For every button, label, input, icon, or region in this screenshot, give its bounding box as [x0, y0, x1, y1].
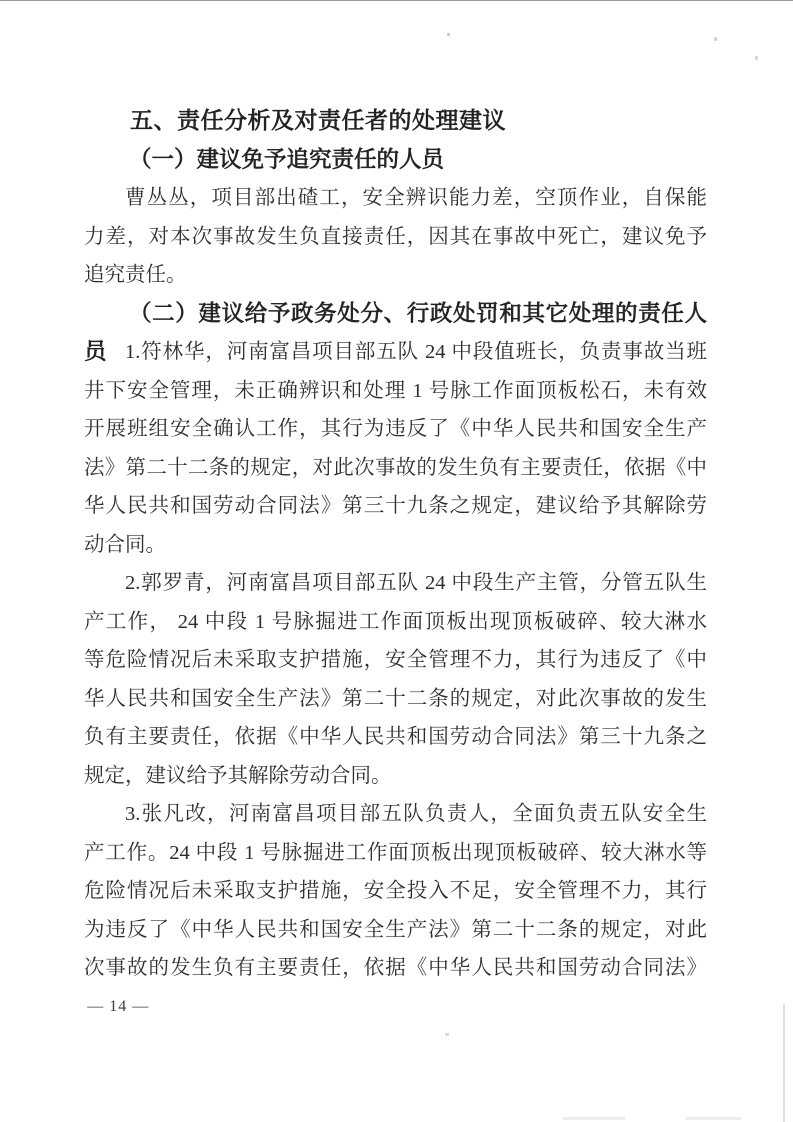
paragraph-4-line-3: 危险情况后未采取支护措施，安全投入不足，安全管理不力，其行 — [84, 880, 707, 902]
paragraph-4-line-2: 产工作。24 中段 1 号脉掘进工作面顶板出现顶板破碎、较大淋水等 — [84, 841, 707, 864]
paragraph-2-line-5: 华人民共和国劳动合同法》第三十九条之规定，建议给予其解除劳 — [84, 495, 707, 517]
paragraph-3-line-6: 规定，建议给予其解除劳动合同。 — [84, 764, 392, 787]
document-body — [84, 102, 707, 1026]
scan-speck-artifact — [755, 56, 758, 60]
scan-edge-artifact — [0, 0, 793, 1]
subsection-heading-1: （一）建议免予追究责任的人员 — [129, 146, 445, 172]
paragraph-2-line-6: 动合同。 — [84, 533, 166, 556]
paragraph-4-line-1: 3.张凡改，河南富昌项目部五队负责人，全面负责五队安全生 — [125, 803, 707, 825]
paragraph-2-line-1: 1.符林华，河南富昌项目部五队 24 中段值班长，负责事故当班 — [125, 341, 707, 363]
paragraph-3-line-2: 产工作， 24 中段 1 号脉掘进工作面顶板出现顶板破碎、较大淋水 — [84, 610, 707, 633]
section-heading: 五、责任分析及对责任者的处理建议 — [130, 108, 506, 133]
paragraph-1-line-3: 追究责任。 — [84, 264, 187, 286]
scan-edge-artifact — [783, 1004, 785, 1122]
scan-smudge-artifact — [686, 1117, 741, 1120]
subsection-heading-2: （二）建议给予政务处分、行政处罚和其它处理的责任人员 — [84, 300, 707, 364]
paragraph-1-line-1: 曹丛丛，项目部出碴工，安全辨识能力差，空顶作业，自保能 — [125, 187, 707, 209]
paragraph-3-line-3: 等危险情况后未采取支护措施，安全管理不力，其行为违反了《中 — [84, 649, 707, 671]
paragraph-1-line-2: 力差，对本次事故发生负直接责任，因其在事故中死亡，建议免予 — [84, 225, 707, 248]
paragraph-3-line-5: 负有主要责任，依据《中华人民共和国劳动合同法》第三十九条之 — [84, 726, 707, 748]
paragraph-2-line-4: 法》第二十二条的规定，对此次事故的发生负有主要责任，依据《中 — [84, 456, 707, 479]
scan-speck-artifact — [447, 33, 450, 36]
paragraph-2-line-3: 开展班组安全确认工作，其行为违反了《中华人民共和国安全生产 — [84, 418, 707, 440]
paragraph-4-line-5: 次事故的发生负有主要责任，依据《中华人民共和国劳动合同法》 — [84, 957, 707, 979]
scan-speck-artifact — [714, 37, 717, 41]
scan-smudge-artifact — [563, 1117, 625, 1120]
paragraph-3-line-1: 2.郭罗青，河南富昌项目部五队 24 中段生产主管，分管五队生 — [125, 572, 707, 594]
page-number: — 14 — — [87, 997, 150, 1015]
paragraph-3-line-4: 华人民共和国安全生产法》第二十二条的规定，对此次事故的发生 — [84, 687, 707, 710]
paragraph-4-line-4: 为违反了《中华人民共和国安全生产法》第二十二条的规定，对此 — [84, 918, 707, 941]
paragraph-2-line-2: 井下安全管理，未正确辨识和处理 1 号脉工作面顶板松石，未有效 — [84, 379, 707, 402]
scan-speck-artifact — [445, 1033, 449, 1036]
